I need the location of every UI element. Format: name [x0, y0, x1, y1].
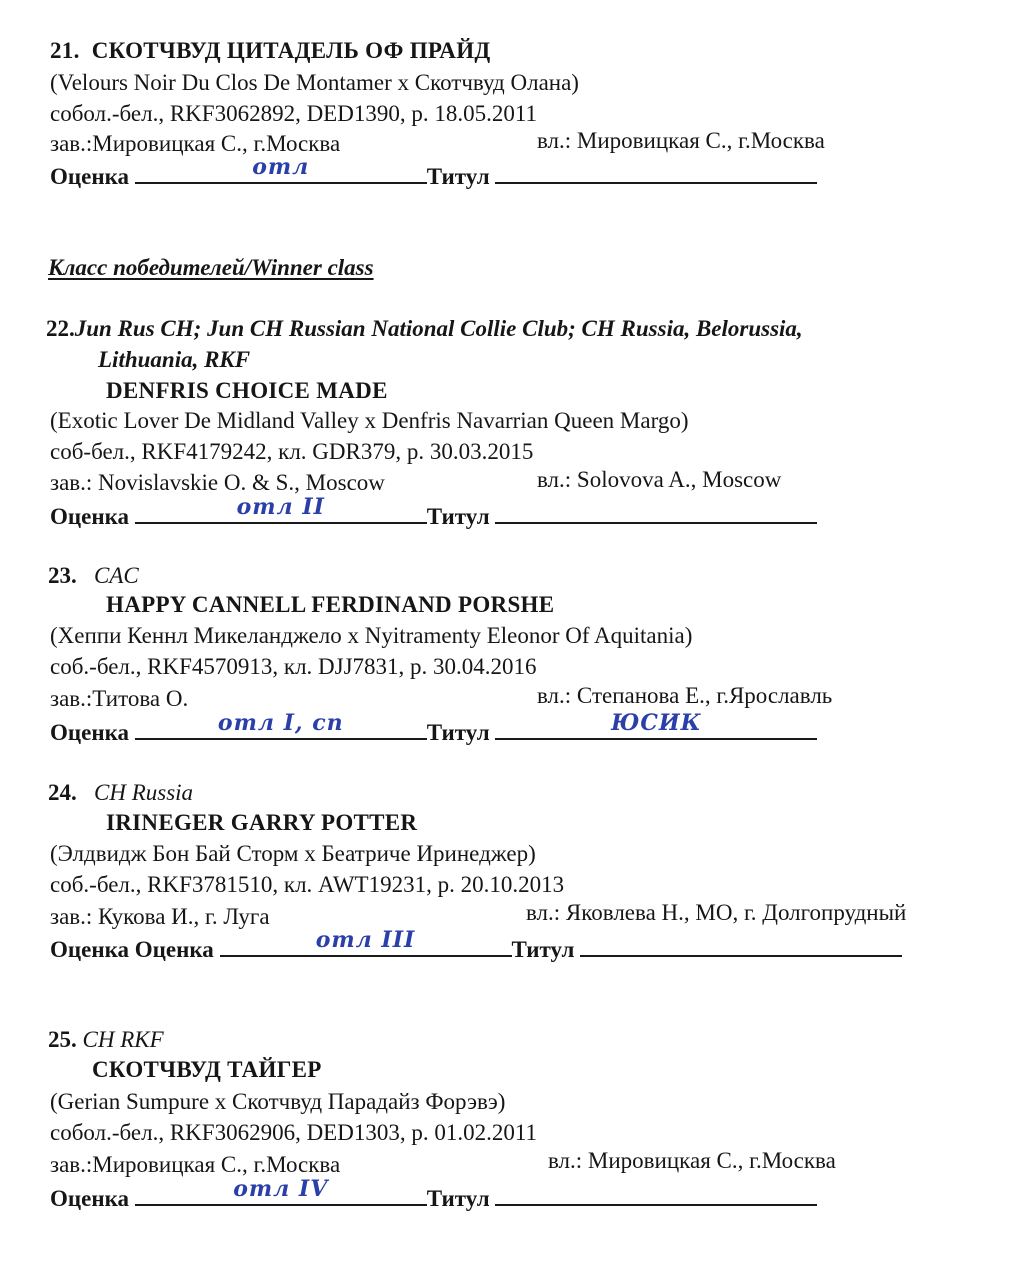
dog-name: IRINEGER GARRY POTTER [106, 810, 418, 835]
score-handwriting: отл III [315, 927, 416, 953]
parents: (Элдвидж Бон Бай Сторм x Беатриче Иринеджер) [50, 841, 536, 866]
score-handwriting: отл I, сп [217, 710, 344, 736]
titles-line-1: Jun Rus CH; Jun CH Russian National Collie Club; CH Russia, Belorussia, [74, 316, 803, 341]
titles-line-1: CAC [94, 563, 139, 588]
score-handwriting: отл II [236, 494, 325, 520]
title-field[interactable] [580, 935, 902, 957]
details: собол.-бел., RKF3062892, DED1390, р. 18.05.2011 [50, 101, 537, 126]
entry-heading [50, 38, 491, 64]
dog-name: DENFRIS CHOICE MADE [106, 378, 388, 403]
score-field[interactable] [135, 1176, 427, 1206]
dog-name: СКОТЧВУД ЦИТАДЕЛЬ ОФ ПРАЙД [91, 38, 491, 63]
score-row [50, 494, 817, 530]
entry-heading [48, 780, 193, 806]
title-field[interactable] [495, 162, 817, 184]
breeder: зав.: Кукова И., г. Луга [50, 904, 270, 929]
titles-line-1: CH RKF [82, 1027, 164, 1052]
score-field[interactable] [220, 927, 512, 957]
parents: (Хеппи Кеннл Микеланджело x Nyitramenty Eleonor Of Aquitania) [50, 623, 693, 648]
dog-name: HAPPY CANNELL FERDINAND PORSHE [106, 592, 555, 617]
score-handwriting: отл IV [233, 1176, 329, 1202]
entry-number: 22. [46, 316, 75, 341]
title-label: Титул [426, 504, 490, 529]
breeder: зав.: Novislavskie O. & S., Moscow [50, 470, 385, 495]
details: соб.-бел., RKF4570913, кл. DJJ7831, р. 30.04.2016 [50, 654, 537, 679]
score-label: Оценка [50, 1186, 130, 1211]
breeder: зав.:Мировицкая С., г.Москва [50, 131, 341, 156]
entry-number: 21. [50, 38, 80, 63]
score-field[interactable] [135, 494, 427, 524]
owner: вл.: Степанова Е., г.Ярославль [537, 683, 833, 708]
owner: вл.: Яковлева Н., МО, г. Долгопрудный [526, 900, 907, 925]
title-label: Титул [511, 937, 575, 962]
entry-heading [48, 563, 139, 589]
breeder: зав.:Титова О. [50, 686, 189, 711]
score-field[interactable] [135, 710, 427, 740]
score-row [50, 154, 817, 190]
title-field[interactable] [495, 710, 817, 740]
score-row [50, 1176, 817, 1212]
title-label: Титул [426, 164, 490, 189]
score-field[interactable] [135, 154, 427, 184]
parents: (Gerian Sumpure x Скотчвуд Парадайз Форэвэ) [50, 1089, 506, 1114]
title-field[interactable] [495, 1184, 817, 1206]
title-field[interactable] [495, 502, 817, 524]
entry-heading [46, 316, 803, 342]
score-label: Оценка Оценка [50, 937, 214, 962]
entry-number: 23. [48, 563, 77, 588]
score-handwriting: отл [252, 154, 310, 180]
details: собол.-бел., RKF3062906, DED1303, р. 01.02.2011 [50, 1120, 537, 1145]
parents: (Velours Noir Du Clos De Montamer x Скотчвуд Олана) [50, 70, 579, 95]
score-label: Оценка [50, 720, 130, 745]
entry-heading [48, 1027, 164, 1053]
titles-line-1: CH Russia [94, 780, 194, 805]
details: соб.-бел., RKF3781510, кл. AWT19231, р. 20.10.2013 [50, 872, 565, 897]
owner: вл.: Мировицкая С., г.Москва [537, 128, 825, 153]
score-row [50, 927, 902, 963]
score-label: Оценка [50, 504, 130, 529]
titles-line-2: Lithuania, RKF [98, 347, 251, 372]
details: соб-бел., RKF4179242, кл. GDR379, р. 30.03.2015 [50, 439, 534, 464]
breeder: зав.:Мировицкая С., г.Москва [50, 1152, 341, 1177]
owner: вл.: Solovova A., Moscow [537, 467, 782, 492]
score-row [50, 710, 817, 746]
entry-number: 25. [48, 1027, 77, 1052]
title-handwriting: ЮСИК [611, 710, 702, 736]
title-label: Титул [426, 720, 490, 745]
score-label: Оценка [50, 164, 130, 189]
section-title: Класс победителей/Winner class [48, 255, 374, 280]
owner: вл.: Мировицкая С., г.Москва [548, 1148, 836, 1173]
dog-name: СКОТЧВУД ТАЙГЕР [92, 1057, 322, 1082]
title-label: Титул [426, 1186, 490, 1211]
entry-number: 24. [48, 780, 77, 805]
parents: (Exotic Lover De Midland Valley x Denfris Navarrian Queen Margo) [50, 408, 689, 433]
